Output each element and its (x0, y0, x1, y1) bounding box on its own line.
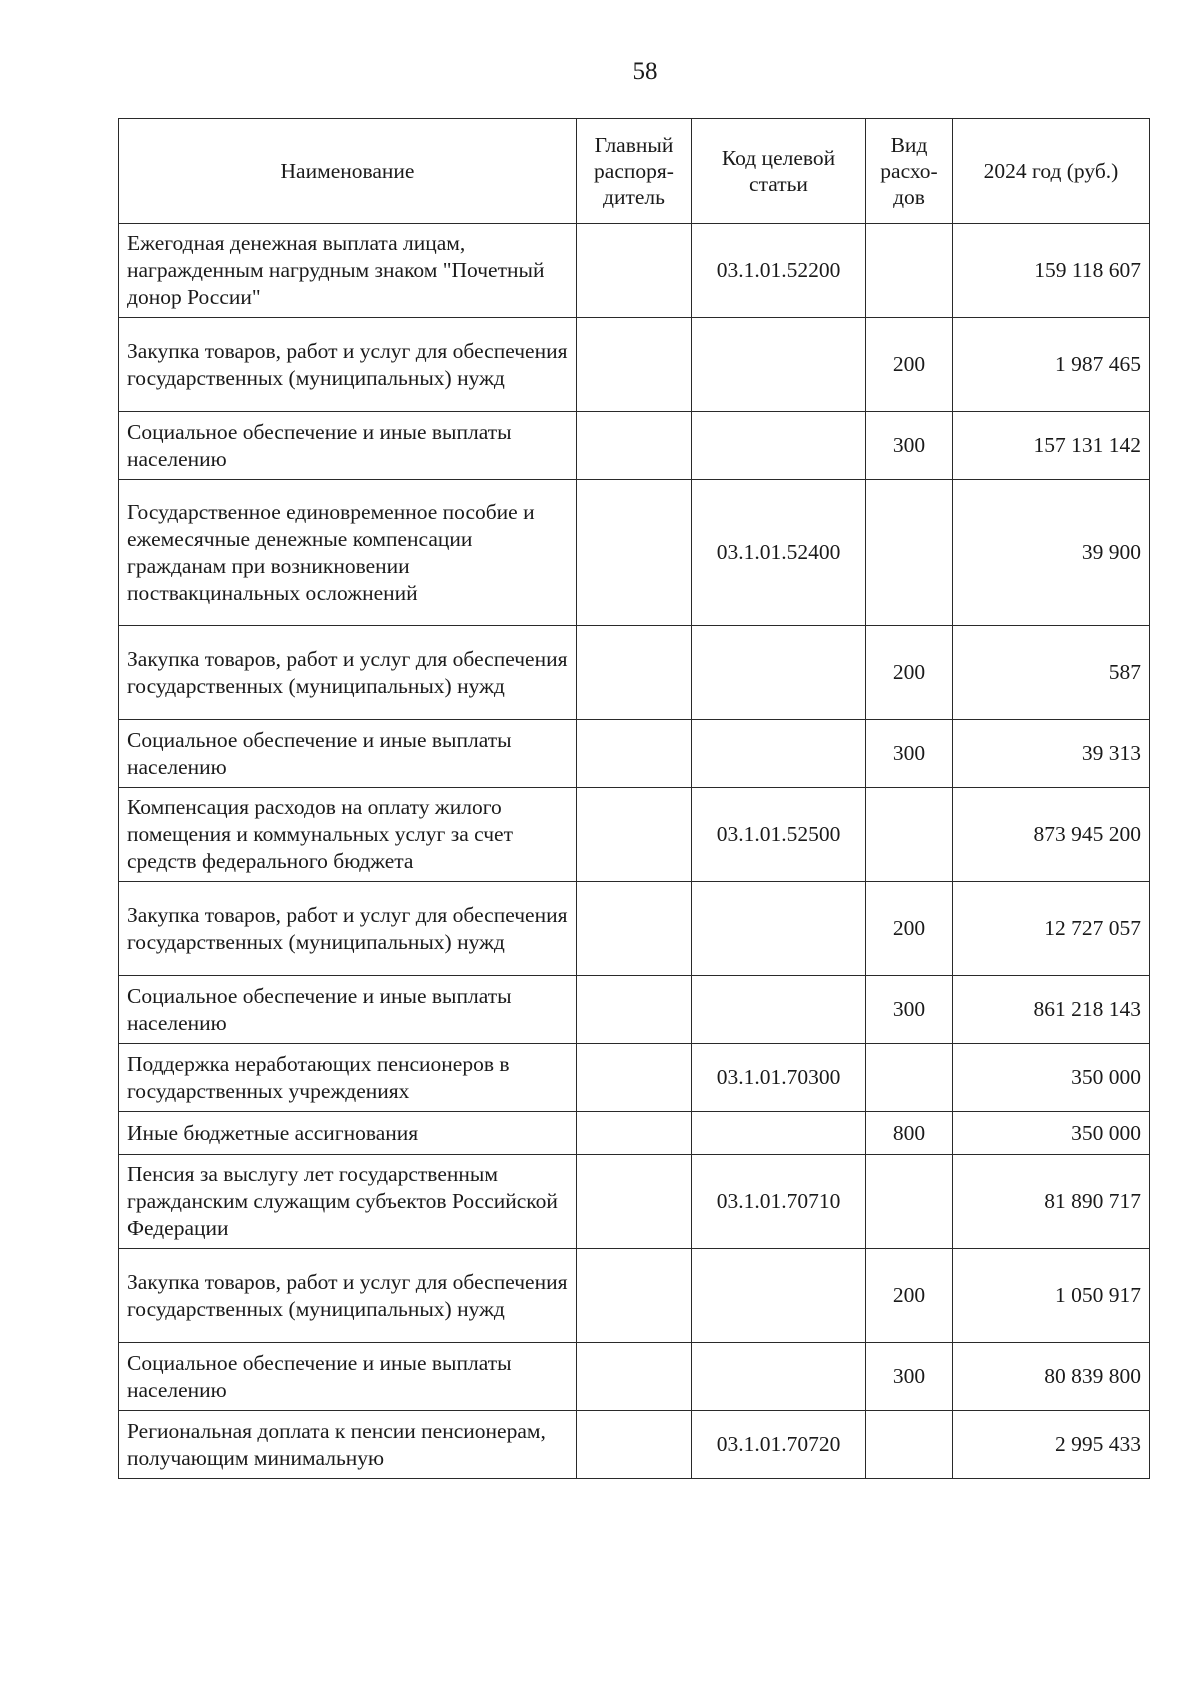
table-row (119, 976, 1150, 1044)
cell-amount: 39 313 (953, 720, 1150, 788)
cell-target-code: 03.1.01.70720 (692, 1411, 866, 1479)
cell-expense-type: 200 (866, 318, 953, 412)
table-row (119, 626, 1150, 720)
cell-main-manager (577, 1343, 692, 1411)
table-row (119, 788, 1150, 882)
cell-amount: 12 727 057 (953, 882, 1150, 976)
cell-expense-type: 200 (866, 1249, 953, 1343)
cell-main-manager (577, 224, 692, 318)
cell-name: Социальное обеспечение и иные выплаты населению (119, 412, 577, 480)
cell-name: Государственное единовременное пособие и ежемесячные денежные компенсации гражданам при возникновении поствакцинальных осложнений (119, 480, 577, 626)
cell-expense-type (866, 480, 953, 626)
cell-main-manager (577, 1112, 692, 1155)
cell-name: Социальное обеспечение и иные выплаты населению (119, 1343, 577, 1411)
cell-name: Закупка товаров, работ и услуг для обеспечения государственных (муниципальных) нужд (119, 882, 577, 976)
cell-expense-type: 200 (866, 882, 953, 976)
table-header-row (119, 119, 1150, 224)
cell-target-code (692, 626, 866, 720)
cell-expense-type (866, 1044, 953, 1112)
header-target-code: Код целевой статьи (692, 119, 866, 224)
table-row (119, 480, 1150, 626)
budget-table (118, 118, 1150, 1479)
cell-target-code (692, 1112, 866, 1155)
cell-expense-type: 800 (866, 1112, 953, 1155)
header-main-manager: Главный распоря-дитель (577, 119, 692, 224)
cell-target-code (692, 720, 866, 788)
cell-target-code: 03.1.01.52200 (692, 224, 866, 318)
cell-expense-type: 300 (866, 976, 953, 1044)
cell-expense-type (866, 224, 953, 318)
cell-main-manager (577, 788, 692, 882)
cell-target-code: 03.1.01.70710 (692, 1155, 866, 1249)
cell-expense-type: 200 (866, 626, 953, 720)
cell-main-manager (577, 318, 692, 412)
table-row (119, 1411, 1150, 1479)
cell-expense-type (866, 788, 953, 882)
header-name: Наименование (119, 119, 577, 224)
cell-main-manager (577, 626, 692, 720)
cell-amount: 861 218 143 (953, 976, 1150, 1044)
cell-target-code: 03.1.01.52500 (692, 788, 866, 882)
table-row (119, 1249, 1150, 1343)
cell-main-manager (577, 1411, 692, 1479)
cell-amount: 2 995 433 (953, 1411, 1150, 1479)
cell-main-manager (577, 412, 692, 480)
cell-name: Ежегодная денежная выплата лицам, награжденным нагрудным знаком "Почетный донор России" (119, 224, 577, 318)
cell-name: Пенсия за выслугу лет государственным гражданским служащим субъектов Российской Федерации (119, 1155, 577, 1249)
cell-expense-type: 300 (866, 412, 953, 480)
cell-amount: 1 050 917 (953, 1249, 1150, 1343)
cell-name: Социальное обеспечение и иные выплаты населению (119, 720, 577, 788)
cell-name: Иные бюджетные ассигнования (119, 1112, 577, 1155)
cell-amount: 350 000 (953, 1044, 1150, 1112)
cell-amount: 39 900 (953, 480, 1150, 626)
cell-main-manager (577, 976, 692, 1044)
cell-amount: 81 890 717 (953, 1155, 1150, 1249)
cell-main-manager (577, 1249, 692, 1343)
cell-name: Поддержка неработающих пенсионеров в государственных учреждениях (119, 1044, 577, 1112)
cell-main-manager (577, 720, 692, 788)
cell-name: Закупка товаров, работ и услуг для обеспечения государственных (муниципальных) нужд (119, 318, 577, 412)
header-amount: 2024 год (руб.) (953, 119, 1150, 224)
cell-target-code (692, 1343, 866, 1411)
cell-target-code (692, 976, 866, 1044)
cell-expense-type (866, 1411, 953, 1479)
table-row (119, 720, 1150, 788)
cell-name: Компенсация расходов на оплату жилого помещения и коммунальных услуг за счет средств федерального бюджета (119, 788, 577, 882)
table-row (119, 318, 1150, 412)
cell-amount: 1 987 465 (953, 318, 1150, 412)
table-row (119, 224, 1150, 318)
cell-name: Региональная доплата к пенсии пенсионерам, получающим минимальную (119, 1411, 577, 1479)
table-row (119, 1044, 1150, 1112)
cell-main-manager (577, 1155, 692, 1249)
table-row (119, 412, 1150, 480)
header-expense-type: Вид расхо-дов (866, 119, 953, 224)
cell-amount: 157 131 142 (953, 412, 1150, 480)
cell-name: Закупка товаров, работ и услуг для обеспечения государственных (муниципальных) нужд (119, 1249, 577, 1343)
cell-amount: 873 945 200 (953, 788, 1150, 882)
cell-target-code: 03.1.01.52400 (692, 480, 866, 626)
table-row (119, 1112, 1150, 1155)
cell-amount: 159 118 607 (953, 224, 1150, 318)
table-row (119, 1155, 1150, 1249)
cell-main-manager (577, 480, 692, 626)
cell-name: Закупка товаров, работ и услуг для обеспечения государственных (муниципальных) нужд (119, 626, 577, 720)
cell-main-manager (577, 1044, 692, 1112)
cell-name: Социальное обеспечение и иные выплаты населению (119, 976, 577, 1044)
cell-expense-type: 300 (866, 720, 953, 788)
cell-target-code (692, 1249, 866, 1343)
page-number: 58 (632, 58, 658, 85)
table-row (119, 1343, 1150, 1411)
cell-amount: 350 000 (953, 1112, 1150, 1155)
cell-amount: 587 (953, 626, 1150, 720)
table-row (119, 882, 1150, 976)
cell-target-code (692, 412, 866, 480)
cell-target-code: 03.1.01.70300 (692, 1044, 866, 1112)
cell-amount: 80 839 800 (953, 1343, 1150, 1411)
cell-target-code (692, 882, 866, 976)
cell-main-manager (577, 882, 692, 976)
cell-target-code (692, 318, 866, 412)
cell-expense-type: 300 (866, 1343, 953, 1411)
cell-expense-type (866, 1155, 953, 1249)
